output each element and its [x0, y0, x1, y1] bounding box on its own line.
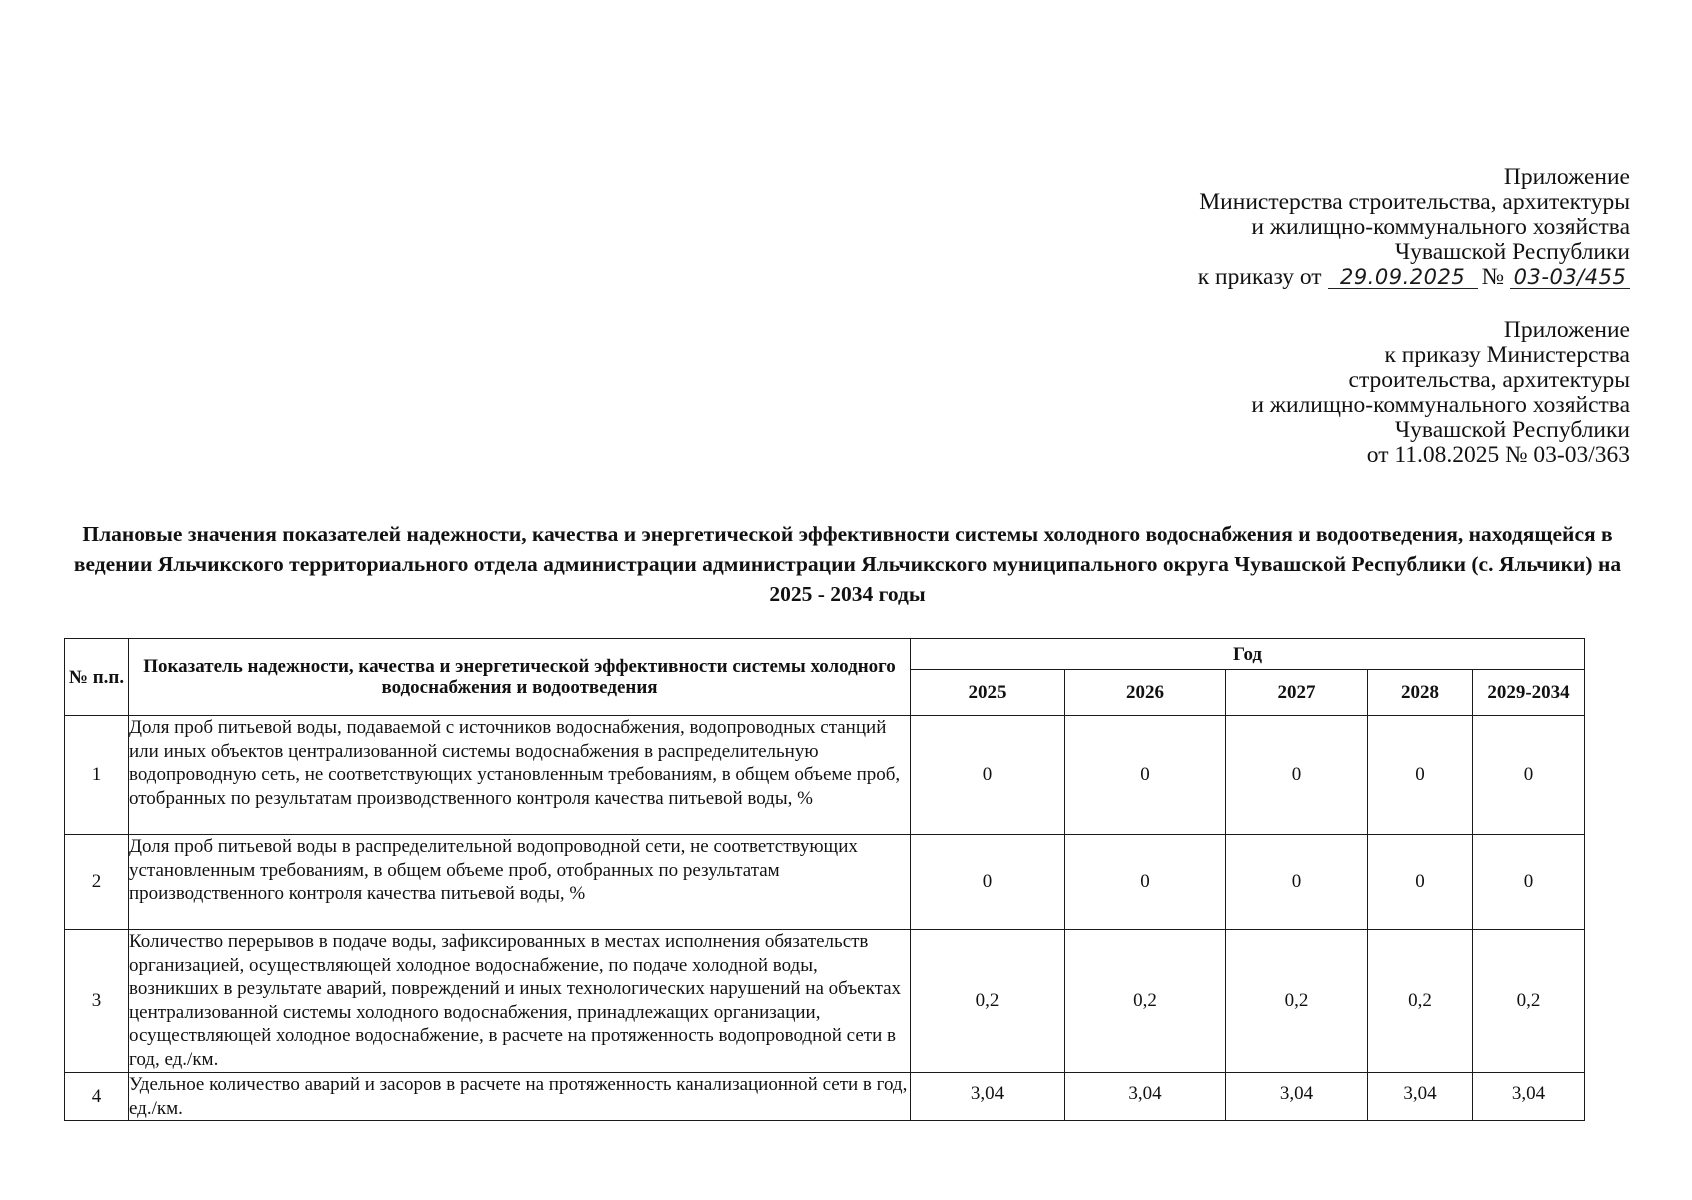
prior-annex-line: и жилищно-коммунального хозяйства — [1251, 392, 1630, 418]
value-cell: 0,2 — [911, 930, 1065, 1073]
order-reference-line — [1000, 265, 1630, 290]
value-cell: 0 — [1065, 835, 1226, 930]
table-row — [65, 930, 1585, 1073]
indicator-name: Доля проб питьевой воды в распределительной водопроводной сети, не соответствующих установленным требованиям, в общем объеме проб, отобранных по результатам производственного контроля качества питьевой воды, % — [129, 835, 911, 930]
handwritten-order-number: 03-03/455 — [1510, 266, 1630, 289]
year-header: 2026 — [1065, 670, 1226, 716]
annex-line: Министерства строительства, архитектуры — [1199, 189, 1630, 215]
value-cell: 0 — [1473, 716, 1585, 835]
document-title: Плановые значения показателей надежности, качества и энергетической эффективности системы холодного водоснабжения и водоотведения, находящейся в ведении Яльчикского территориального отдела администрации администрации Яльчикского муниципального округа Чувашской Республики (с. Яльчики) на 2025 - 2034 годы — [73, 522, 1622, 606]
value-cell: 0 — [1226, 835, 1368, 930]
handwritten-order-date: 29.09.2025 — [1328, 266, 1478, 289]
year-group-header: Год — [911, 639, 1585, 670]
value-cell: 0,2 — [1473, 930, 1585, 1073]
row-number: 2 — [65, 835, 129, 930]
annex-line: Чувашской Республики — [1394, 239, 1630, 265]
year-header: 2025 — [911, 670, 1065, 716]
value-cell: 0 — [1368, 835, 1473, 930]
value-cell: 0,2 — [1368, 930, 1473, 1073]
table-row — [65, 716, 1585, 835]
indicator-name: Удельное количество аварий и засоров в расчете на протяженность канализационной сети в год, ед./км. — [129, 1073, 911, 1121]
value-cell: 0,2 — [1226, 930, 1368, 1073]
value-cell: 0 — [1065, 716, 1226, 835]
col-indicator-header: Показатель надежности, качества и энергетической эффективности системы холодного водоснабжения и водоотведения — [129, 639, 911, 716]
table-row — [65, 835, 1585, 930]
order-prefix: к приказу от — [1197, 264, 1322, 290]
prior-annex-line: Приложение — [1503, 317, 1630, 343]
value-cell: 3,04 — [911, 1073, 1065, 1121]
value-cell: 0 — [1226, 716, 1368, 835]
row-number: 3 — [65, 930, 129, 1073]
value-cell: 3,04 — [1226, 1073, 1368, 1121]
prior-annex-line: от 11.08.2025 № 03-03/363 — [1366, 442, 1630, 468]
prior-annex-line: строительства, архитектуры — [1348, 367, 1630, 393]
indicators-table — [64, 638, 1585, 1121]
annex-header — [1000, 165, 1630, 468]
value-cell: 0 — [1473, 835, 1585, 930]
annex-line: Приложение — [1503, 164, 1630, 190]
annex-line: и жилищно-коммунального хозяйства — [1251, 214, 1630, 240]
col-number-header: № п.п. — [65, 639, 129, 716]
year-header: 2029-2034 — [1473, 670, 1585, 716]
value-cell: 0,2 — [1065, 930, 1226, 1073]
value-cell: 0 — [1368, 716, 1473, 835]
row-number: 1 — [65, 716, 129, 835]
table-row — [65, 1073, 1585, 1121]
row-number: 4 — [65, 1073, 129, 1121]
value-cell: 0 — [911, 835, 1065, 930]
value-cell: 3,04 — [1368, 1073, 1473, 1121]
value-cell: 3,04 — [1065, 1073, 1226, 1121]
value-cell: 3,04 — [1473, 1073, 1585, 1121]
prior-annex-line: Чувашской Республики — [1394, 417, 1630, 443]
year-header: 2027 — [1226, 670, 1368, 716]
prior-annex-line: к приказу Министерства — [1384, 342, 1630, 368]
prior-annex-header — [1000, 318, 1630, 468]
indicator-name: Количество перерывов в подаче воды, зафиксированных в местах исполнения обязательств организацией, осуществляющей холодное водоснабжение, по подаче холодной воды, возникших в результате аварий, повреждений и иных технологических нарушений на объектах централизованной системы холодного водоснабжения, принадлежащих организации, осуществляющей холодное водоснабжение, в расчете на протяженность водопроводной сети в год, ед./км. — [129, 930, 911, 1073]
order-number-sign: № — [1481, 264, 1504, 290]
year-header: 2028 — [1368, 670, 1473, 716]
indicator-name: Доля проб питьевой воды, подаваемой с источников водоснабжения, водопроводных станций или иных объектов централизованной системы водоснабжения в распределительную водопроводную сеть, не соответствующих установленным требованиям, в общем объеме проб, отобранных по результатам производственного контроля качества питьевой воды, % — [129, 716, 911, 835]
value-cell: 0 — [911, 716, 1065, 835]
